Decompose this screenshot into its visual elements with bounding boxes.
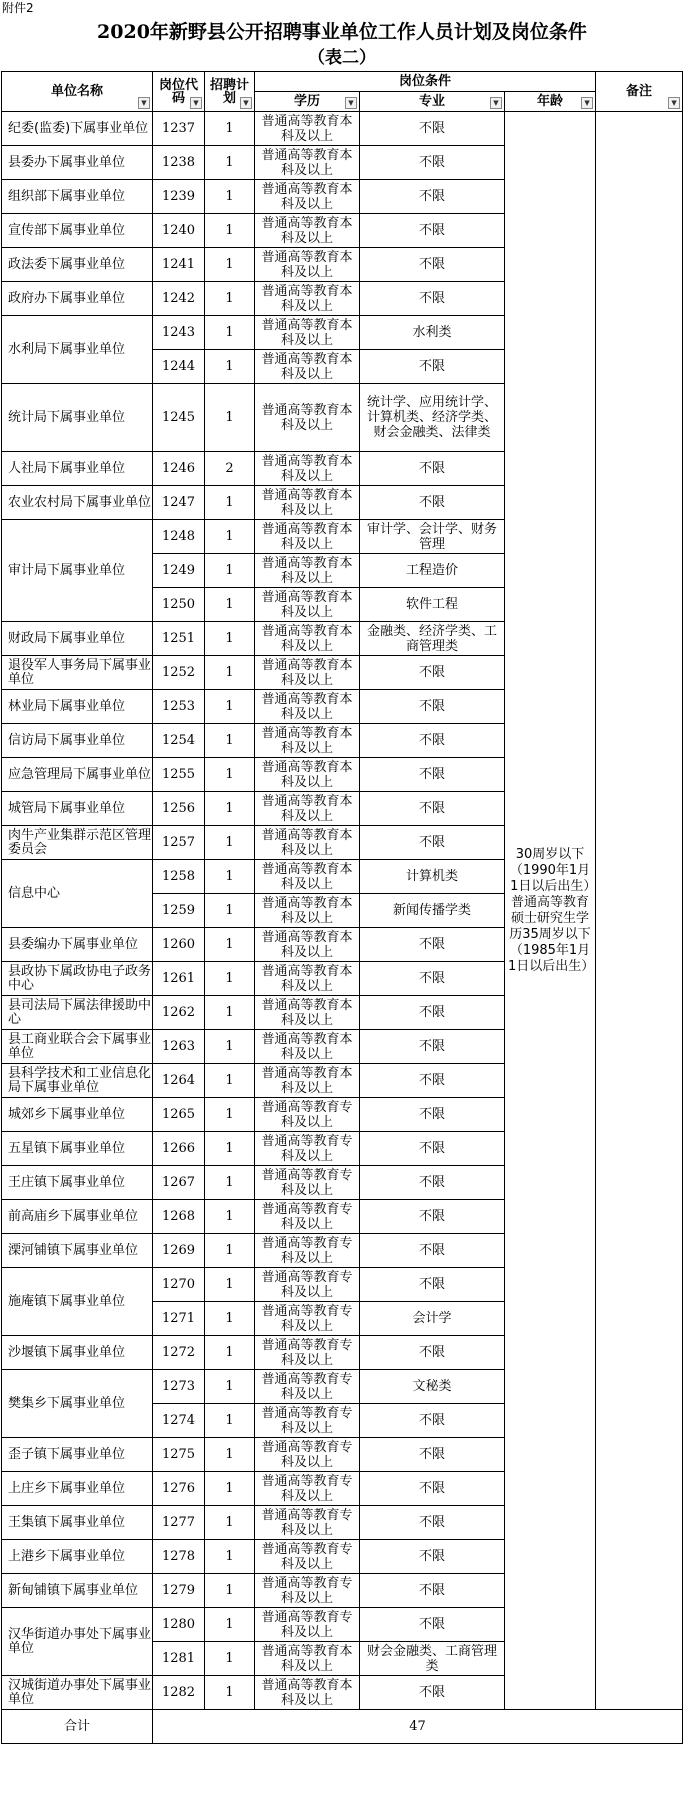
major-cell: 新闻传播学类 [360,894,505,928]
unit-name-cell: 施庵镇下属事业单位 [2,1268,153,1336]
unit-name-cell: 肉牛产业集群示范区管理委员会 [2,826,153,860]
plan-count-cell: 1 [205,758,255,792]
education-cell: 普通高等教育专科及以上 [255,1200,360,1234]
post-code-cell: 1237 [153,112,205,146]
post-code-cell: 1244 [153,350,205,384]
post-code-cell: 1270 [153,1268,205,1302]
major-cell: 不限 [360,282,505,316]
post-code-cell: 1248 [153,520,205,554]
remark-cell [596,112,683,1710]
plan-count-cell: 1 [205,1438,255,1472]
major-cell: 审计学、会计学、财务管理 [360,520,505,554]
plan-count-cell: 1 [205,1608,255,1642]
plan-count-cell: 1 [205,486,255,520]
table-row [2,112,683,146]
post-code-cell: 1254 [153,724,205,758]
post-code-cell: 1269 [153,1234,205,1268]
major-cell: 不限 [360,1540,505,1574]
education-cell: 普通高等教育本科及以上 [255,112,360,146]
major-cell: 不限 [360,792,505,826]
major-cell: 不限 [360,1132,505,1166]
unit-name-cell: 沙堰镇下属事业单位 [2,1336,153,1370]
major-cell: 不限 [360,452,505,486]
plan-count-cell: 1 [205,1506,255,1540]
post-code-cell: 1282 [153,1676,205,1710]
plan-count-cell: 1 [205,588,255,622]
unit-name-cell: 财政局下属事业单位 [2,622,153,656]
education-cell: 普通高等教育本科及以上 [255,214,360,248]
plan-count-cell: 1 [205,1472,255,1506]
post-code-cell: 1253 [153,690,205,724]
header-unit[interactable]: 单位名称 ▼ [2,72,153,112]
education-cell: 普通高等教育本科及以上 [255,1064,360,1098]
plan-count-cell: 1 [205,1234,255,1268]
major-cell: 不限 [360,928,505,962]
plan-count-cell: 1 [205,384,255,452]
post-code-cell: 1279 [153,1574,205,1608]
header-code[interactable]: 岗位代码 ▼ [153,72,205,112]
post-code-cell: 1245 [153,384,205,452]
unit-name-cell: 统计局下属事业单位 [2,384,153,452]
education-cell: 普通高等教育专科及以上 [255,1472,360,1506]
age-requirement-cell: 30周岁以下（1990年1月1日以后出生）普通高等教育硕士研究生学历35周岁以下（1985年1月1日以后出生） [505,112,596,1710]
education-cell: 普通高等教育专科及以上 [255,1302,360,1336]
major-cell: 计算机类 [360,860,505,894]
plan-count-cell: 1 [205,1132,255,1166]
education-cell: 普通高等教育本科及以上 [255,384,360,452]
filter-dropdown-icon[interactable]: ▼ [581,97,593,109]
post-code-cell: 1258 [153,860,205,894]
post-code-cell: 1261 [153,962,205,996]
education-cell: 普通高等教育专科及以上 [255,1132,360,1166]
education-cell: 普通高等教育专科及以上 [255,1336,360,1370]
major-cell: 不限 [360,1506,505,1540]
education-cell: 普通高等教育本科及以上 [255,996,360,1030]
major-cell: 不限 [360,112,505,146]
unit-name-cell: 纪委(监委)下属事业单位 [2,112,153,146]
education-cell: 普通高等教育本科及以上 [255,282,360,316]
unit-name-cell: 汉城街道办事处下属事业单位 [2,1676,153,1710]
major-cell: 不限 [360,486,505,520]
total-value: 47 [153,1710,683,1744]
major-cell: 不限 [360,1098,505,1132]
post-code-cell: 1275 [153,1438,205,1472]
plan-count-cell: 1 [205,656,255,690]
unit-name-cell: 县司法局下属法律援助中心 [2,996,153,1030]
filter-dropdown-icon[interactable]: ▼ [240,97,252,109]
major-cell: 不限 [360,1574,505,1608]
plan-count-cell: 1 [205,1268,255,1302]
header-age[interactable]: 年龄 ▼ [505,92,596,112]
unit-name-cell: 樊集乡下属事业单位 [2,1370,153,1438]
education-cell: 普通高等教育本科及以上 [255,894,360,928]
major-cell: 不限 [360,1030,505,1064]
total-label: 合计 [2,1710,153,1744]
unit-name-cell: 水利局下属事业单位 [2,316,153,384]
education-cell: 普通高等教育本科及以上 [255,350,360,384]
education-cell: 普通高等教育专科及以上 [255,1608,360,1642]
header-education[interactable]: 学历 ▼ [255,92,360,112]
education-cell: 普通高等教育专科及以上 [255,1404,360,1438]
plan-count-cell: 1 [205,962,255,996]
filter-dropdown-icon[interactable]: ▼ [190,97,202,109]
education-cell: 普通高等教育本科及以上 [255,1676,360,1710]
major-cell: 不限 [360,1472,505,1506]
education-cell: 普通高等教育本科及以上 [255,180,360,214]
unit-name-cell: 溧河铺镇下属事业单位 [2,1234,153,1268]
education-cell: 普通高等教育本科及以上 [255,452,360,486]
post-code-cell: 1280 [153,1608,205,1642]
education-cell: 普通高等教育本科及以上 [255,622,360,656]
education-cell: 普通高等教育专科及以上 [255,1438,360,1472]
education-cell: 普通高等教育本科及以上 [255,962,360,996]
post-code-cell: 1246 [153,452,205,486]
plan-count-cell: 1 [205,1540,255,1574]
plan-count-cell: 1 [205,112,255,146]
education-cell: 普通高等教育专科及以上 [255,1166,360,1200]
major-cell: 不限 [360,996,505,1030]
major-cell: 不限 [360,214,505,248]
post-code-cell: 1268 [153,1200,205,1234]
plan-count-cell: 1 [205,554,255,588]
post-code-cell: 1266 [153,1132,205,1166]
post-code-cell: 1241 [153,248,205,282]
post-code-cell: 1263 [153,1030,205,1064]
post-code-cell: 1255 [153,758,205,792]
education-cell: 普通高等教育本科及以上 [255,316,360,350]
plan-count-cell: 1 [205,1098,255,1132]
plan-count-cell: 1 [205,1166,255,1200]
major-cell: 不限 [360,1200,505,1234]
plan-count-cell: 1 [205,248,255,282]
page-title: 2020年新野县公开招聘事业单位工作人员计划及岗位条件 [97,21,587,43]
plan-count-cell: 1 [205,350,255,384]
post-code-cell: 1239 [153,180,205,214]
education-cell: 普通高等教育专科及以上 [255,1234,360,1268]
plan-count-cell: 1 [205,1064,255,1098]
post-code-cell: 1260 [153,928,205,962]
unit-name-cell: 汉华街道办事处下属事业单位 [2,1608,153,1676]
unit-name-cell: 上庄乡下属事业单位 [2,1472,153,1506]
unit-name-cell: 新甸铺镇下属事业单位 [2,1574,153,1608]
plan-count-cell: 1 [205,146,255,180]
header-conditions: 岗位条件 [255,72,596,92]
major-cell: 不限 [360,1438,505,1472]
unit-name-cell: 县工商业联合会下属事业单位 [2,1030,153,1064]
plan-count-cell: 1 [205,1030,255,1064]
major-cell: 不限 [360,180,505,214]
post-code-cell: 1278 [153,1540,205,1574]
major-cell: 不限 [360,350,505,384]
major-cell: 财会金融类、工商管理类 [360,1642,505,1676]
plan-count-cell: 1 [205,214,255,248]
attachment-label: 附件2 [2,1,34,15]
plan-count-cell: 1 [205,724,255,758]
post-code-cell: 1249 [153,554,205,588]
post-code-cell: 1240 [153,214,205,248]
major-cell: 工程造价 [360,554,505,588]
major-cell: 不限 [360,1676,505,1710]
filter-dropdown-icon[interactable]: ▼ [490,97,502,109]
education-cell: 普通高等教育本科及以上 [255,248,360,282]
plan-count-cell: 1 [205,1200,255,1234]
unit-name-cell: 县政协下属政协电子政务中心 [2,962,153,996]
major-cell: 不限 [360,1268,505,1302]
header-plan[interactable]: 招聘计划 ▼ [205,72,255,112]
post-code-cell: 1277 [153,1506,205,1540]
plan-count-cell: 1 [205,826,255,860]
plan-count-cell: 1 [205,1336,255,1370]
major-cell: 水利类 [360,316,505,350]
post-code-cell: 1262 [153,996,205,1030]
education-cell: 普通高等教育本科及以上 [255,860,360,894]
major-cell: 不限 [360,1608,505,1642]
unit-name-cell: 前高庙乡下属事业单位 [2,1200,153,1234]
unit-name-cell: 县科学技术和工业信息化局下属事业单位 [2,1064,153,1098]
header-remark[interactable]: 备注 ▼ [596,72,683,112]
education-cell: 普通高等教育本科及以上 [255,690,360,724]
post-code-cell: 1242 [153,282,205,316]
major-cell: 不限 [360,248,505,282]
plan-count-cell: 1 [205,1574,255,1608]
unit-name-cell: 城管局下属事业单位 [2,792,153,826]
plan-count-cell: 2 [205,452,255,486]
unit-name-cell: 宣传部下属事业单位 [2,214,153,248]
plan-count-cell: 1 [205,1370,255,1404]
plan-count-cell: 1 [205,928,255,962]
post-code-cell: 1247 [153,486,205,520]
education-cell: 普通高等教育专科及以上 [255,1098,360,1132]
education-cell: 普通高等教育本科及以上 [255,724,360,758]
unit-name-cell: 县委编办下属事业单位 [2,928,153,962]
plan-count-cell: 1 [205,792,255,826]
header-major[interactable]: 专业 ▼ [360,92,505,112]
major-cell: 不限 [360,146,505,180]
post-code-cell: 1276 [153,1472,205,1506]
post-code-cell: 1273 [153,1370,205,1404]
post-code-cell: 1259 [153,894,205,928]
major-cell: 文秘类 [360,1370,505,1404]
plan-count-cell: 1 [205,1302,255,1336]
education-cell: 普通高等教育专科及以上 [255,1574,360,1608]
major-cell: 不限 [360,724,505,758]
post-code-cell: 1272 [153,1336,205,1370]
major-cell: 不限 [360,1166,505,1200]
education-cell: 普通高等教育本科及以上 [255,928,360,962]
post-code-cell: 1238 [153,146,205,180]
post-code-cell: 1256 [153,792,205,826]
unit-name-cell: 信息中心 [2,860,153,928]
education-cell: 普通高等教育本科及以上 [255,1030,360,1064]
plan-count-cell: 1 [205,282,255,316]
unit-name-cell: 歪子镇下属事业单位 [2,1438,153,1472]
education-cell: 普通高等教育本科及以上 [255,520,360,554]
education-cell: 普通高等教育本科及以上 [255,826,360,860]
unit-name-cell: 王庄镇下属事业单位 [2,1166,153,1200]
plan-count-cell: 1 [205,1404,255,1438]
filter-dropdown-icon[interactable]: ▼ [138,97,150,109]
post-code-cell: 1265 [153,1098,205,1132]
major-cell: 不限 [360,1404,505,1438]
major-cell: 不限 [360,1336,505,1370]
unit-name-cell: 人社局下属事业单位 [2,452,153,486]
unit-name-cell: 五星镇下属事业单位 [2,1132,153,1166]
major-cell: 会计学 [360,1302,505,1336]
major-cell: 统计学、应用统计学、计算机类、经济学类、财会金融类、法律类 [360,384,505,452]
unit-name-cell: 信访局下属事业单位 [2,724,153,758]
plan-count-cell: 1 [205,996,255,1030]
major-cell: 不限 [360,1064,505,1098]
post-code-cell: 1252 [153,656,205,690]
major-cell: 不限 [360,1234,505,1268]
major-cell: 不限 [360,656,505,690]
plan-count-cell: 1 [205,520,255,554]
education-cell: 普通高等教育专科及以上 [255,1540,360,1574]
post-code-cell: 1281 [153,1642,205,1676]
unit-name-cell: 林业局下属事业单位 [2,690,153,724]
post-code-cell: 1274 [153,1404,205,1438]
education-cell: 普通高等教育本科及以上 [255,588,360,622]
unit-name-cell: 农业农村局下属事业单位 [2,486,153,520]
plan-count-cell: 1 [205,316,255,350]
post-code-cell: 1271 [153,1302,205,1336]
unit-name-cell: 政府办下属事业单位 [2,282,153,316]
plan-count-cell: 1 [205,1676,255,1710]
major-cell: 不限 [360,826,505,860]
post-code-cell: 1264 [153,1064,205,1098]
major-cell: 金融类、经济学类、工商管理类 [360,622,505,656]
education-cell: 普通高等教育本科及以上 [255,758,360,792]
education-cell: 普通高等教育本科及以上 [255,486,360,520]
unit-name-cell: 县委办下属事业单位 [2,146,153,180]
unit-name-cell: 应急管理局下属事业单位 [2,758,153,792]
unit-name-cell: 上港乡下属事业单位 [2,1540,153,1574]
education-cell: 普通高等教育专科及以上 [255,1268,360,1302]
plan-count-cell: 1 [205,622,255,656]
plan-count-cell: 1 [205,690,255,724]
education-cell: 普通高等教育本科及以上 [255,554,360,588]
filter-dropdown-icon[interactable]: ▼ [345,97,357,109]
recruitment-table [1,71,683,1744]
unit-name-cell: 城郊乡下属事业单位 [2,1098,153,1132]
unit-name-cell: 审计局下属事业单位 [2,520,153,622]
unit-name-cell: 王集镇下属事业单位 [2,1506,153,1540]
post-code-cell: 1267 [153,1166,205,1200]
unit-name-cell: 组织部下属事业单位 [2,180,153,214]
plan-count-cell: 1 [205,1642,255,1676]
unit-name-cell: 退役军人事务局下属事业单位 [2,656,153,690]
post-code-cell: 1251 [153,622,205,656]
education-cell: 普通高等教育本科及以上 [255,1642,360,1676]
page-subtitle: （表二） [308,48,376,68]
filter-dropdown-icon[interactable]: ▼ [668,97,680,109]
unit-name-cell: 政法委下属事业单位 [2,248,153,282]
plan-count-cell: 1 [205,894,255,928]
post-code-cell: 1257 [153,826,205,860]
education-cell: 普通高等教育本科及以上 [255,146,360,180]
education-cell: 普通高等教育专科及以上 [255,1506,360,1540]
major-cell: 软件工程 [360,588,505,622]
major-cell: 不限 [360,758,505,792]
major-cell: 不限 [360,690,505,724]
plan-count-cell: 1 [205,860,255,894]
education-cell: 普通高等教育本科及以上 [255,792,360,826]
education-cell: 普通高等教育专科及以上 [255,1370,360,1404]
post-code-cell: 1250 [153,588,205,622]
education-cell: 普通高等教育本科及以上 [255,656,360,690]
post-code-cell: 1243 [153,316,205,350]
major-cell: 不限 [360,962,505,996]
plan-count-cell: 1 [205,180,255,214]
